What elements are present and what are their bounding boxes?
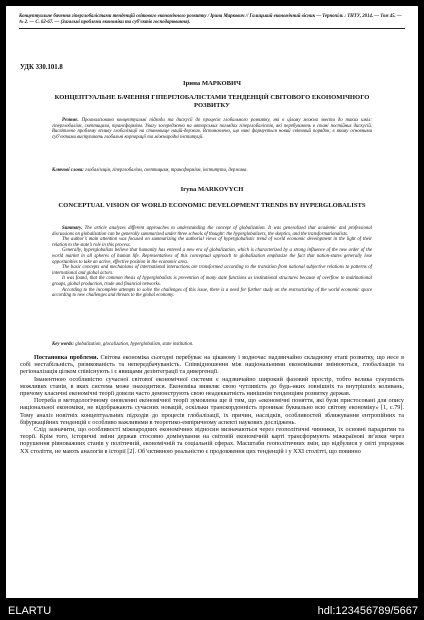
problem-statement-label: Постановка проблеми.	[34, 354, 99, 361]
keywords-en	[52, 342, 372, 348]
author-ua: Ірина МАРКОВИЧ	[183, 80, 241, 87]
summary-en-p2: The author’s main attention was focused on summarizing the authorial views of hyperglobalistic trend of world economic development in the light of their relation to the state’s role in this process.	[52, 237, 372, 248]
summary-en-p3: Generally, hyperglobalists believe that humanity has entered a new era of globalization, which is characterized by a strong influence of the new order of the world market in all spheres of human life. Representatives of this conceptual approach to globalization emphasize the fact that nation-states generally lose opportunities to take an active, effective position in the economic area.	[52, 248, 372, 265]
body-p4: Слід зазначити, що особливості міжнародних економічних відносин визначаються через геополітичні чинники, їх основні парадигми та теорії. Крім того, історичні зміни держав стосовно домінування на світовій економічній карті трансформують міжкраїнові зв’язки через порушення рівноважних станів у політичній, економічній та соціальній сферах. Масштаби геополітичних змін, що відбулися у світі упродовж XX століття, не мають аналогів в історії [2]. Об’єктивною реальністю є продовження цих тенденцій і у XXI столітті, що повинно	[20, 426, 404, 455]
body-p1: Світова економіка сьогодні перебуває на цікавому і водночас надзвичайно складному етапі розвитку, що несе в собі нестабільність, ризикованість та непередбачуваність. Співвідношення між національними економіками змінюються, глобалізація та регіоналізація цілком співіснують і є явищами дезінтеграції та дивергенції.	[20, 354, 404, 376]
citation-header: Концептуальне бачення гіперглобалістами тенденцій світового економічного розвитку / Ірина Маркович // Галицький економічний вісник — Тернопіль : ТНТУ, 2014. — Том 45. — № 2. — С. 62-67. — (Загальні проблеми економіки та суб’єктів господарювання).	[19, 14, 405, 29]
keywords-en-label: Key words:	[52, 342, 74, 347]
repository-brand: ELARTU	[8, 605, 52, 617]
keywords-ua-label: Ключові слова:	[52, 168, 84, 173]
paper-page	[6, 6, 418, 598]
abstract-ua-label: Резюме.	[62, 118, 79, 123]
abstract-en	[52, 226, 372, 299]
keywords-ua-text: глобалізація, гіперглобалізм, скептицизм, трансформізм, інститути, держава.	[85, 168, 248, 173]
handle-id: hdl:123456789/5667	[317, 605, 418, 617]
title-en: CONCEPTUAL VISION OF WORLD ECONOMIC DEVELOPMENT TRENDS BY HYPERGLOBALISTS	[58, 202, 366, 209]
author-en: Iryna MARKOVYCH	[180, 186, 244, 193]
title-ua: КОНЦЕПТУАЛЬНЕ БАЧЕННЯ ГІПЕРГЛОБАЛІСТАМИ ТЕНДЕНЦІЙ СВІТОВОГО ЕКОНОМІЧНОГО РОЗВИТКУ	[54, 94, 370, 109]
abstract-ua	[52, 118, 372, 140]
summary-en-p4: The basic concepts and mechanisms of international interactions are transformed according to the transition from national subjective relations to patterns of international and global actors.	[52, 265, 372, 276]
summary-en-p5: It was found, that the common thesis of hyperglobalists is prevention of many state functions as institutional structures because of overflow to multinational groups, global production, trade and financial networks.	[52, 276, 372, 287]
udk-code: УДК 330.101.8	[20, 64, 63, 71]
body-text	[20, 354, 404, 455]
summary-en-label: Summary.	[62, 226, 83, 231]
body-p2: Іманентною особливістю сучасної світової економічної системи є надзвичайно широкий фазовий простір, тобто велика сукупність можливих станів, в яких система може знаходитися. Економіка виявляє свою чутливість до будь-яких зовнішніх та внутрішніх коливань, причому класичні економічні теорії довели часто демонструють свою неадекватність нинішнім тенденціям розвитку держав.	[20, 375, 404, 398]
body-p3: Потреба в методологічному оновленні економічної теорії зумовлена ще й тим, що «економічні поняття, які були пристосовані для опису національної економіки, не відображають сучасних новацій, оскільки транскордонність проникає буквально всю світову економіку» [1, с.79]. Тому аналіз новітніх концептуальних підходів до процесів глобалізації, їх причин, наслідків, особливостей зближування ентропійних та біфуркаційних тенденцій є особливо важливими в теоретико-емпіричному аспекті наукових досліджень.	[20, 397, 404, 426]
keywords-ua	[52, 168, 372, 174]
abstract-ua-text: Проаналізовано концептуальні підходи та дискусії до процесів глобального розвитку, які в цілому можна звести до таких шкіл: гіперглобалізм, скептицизм, трансформізм. Увагу зосереджено на авторських поглядах гіперглобалістів, які перебувають в стані постійних дискусій. Висвітлено проблему впливу глобалізації на становище націй-держав. Встановлено, що нині формується новий світовий порядок, в якому основними суб’єктами виступають глобальні корпорації та міжнародні інституції.	[52, 118, 372, 140]
keywords-en-text: globalization, glocalization, hyperglobalism, state institution.	[75, 342, 194, 347]
summary-en-p6: According to the incomplete attempts to solve the challenges of this issue, there is a need for further study on the restructuring of the world economic space according to new challenges and threats to the global economy.	[52, 287, 372, 299]
summary-en-p1: The article analyzes different approaches to understanding the concept of globalization. It was generalized that academic and professional discussions on globalization can be generally summarized under three schools of thought: the hyperglobalizers, the skeptics, and the transformationalists.	[52, 226, 372, 237]
